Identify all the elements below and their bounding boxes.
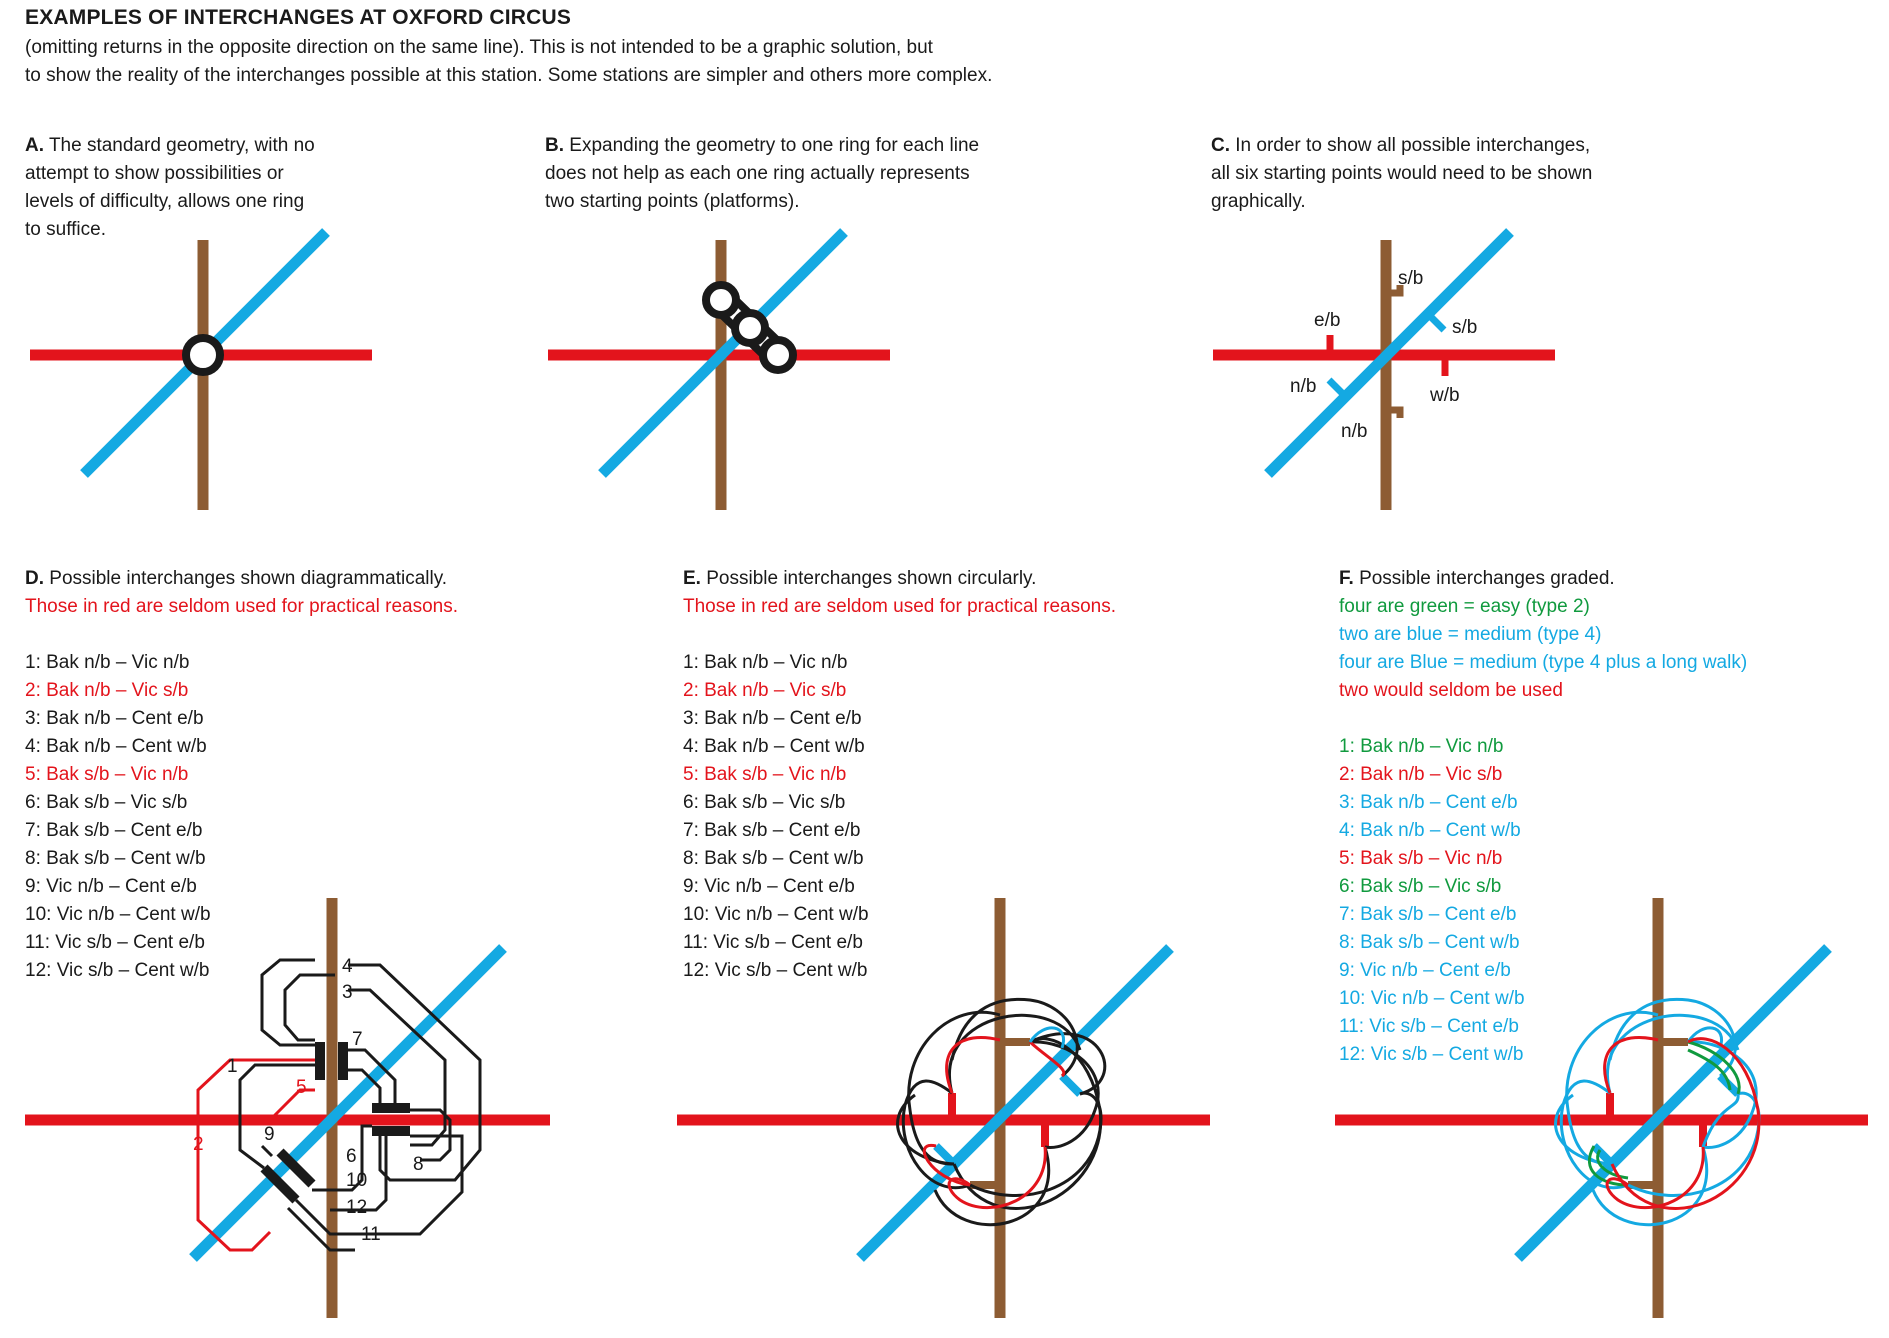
diagram-e — [677, 898, 1210, 1318]
victoria-sb-stub — [1062, 1076, 1080, 1094]
interchange-item: 1: Bak n/b – Vic n/b — [1339, 736, 1504, 757]
interchange-item: 8: Bak s/b – Cent w/b — [25, 848, 206, 869]
interchange-item: 3: Bak n/b – Cent e/b — [25, 708, 204, 729]
panel-c-line-1: In order to show all possible interchanges, — [1235, 135, 1591, 156]
interchange-item: 7: Bak s/b – Cent e/b — [25, 820, 203, 841]
interchange-item: 6: Bak s/b – Vic s/b — [1339, 876, 1502, 897]
interchange-item: 4: Bak n/b – Cent w/b — [683, 736, 865, 757]
diagram-f — [1335, 898, 1868, 1318]
route-label-1: 1 — [227, 1056, 238, 1077]
intro-line-2: to show the reality of the interchanges possible at this station. Some stations are simpler and others more complex. — [25, 65, 993, 86]
panel-a-line-1: The standard geometry, with no — [48, 135, 315, 156]
diagram-c — [1213, 232, 1555, 510]
panel-d-line-1: Possible interchanges shown diagrammatically. — [49, 568, 448, 589]
route-label-3: 3 — [342, 982, 353, 1003]
interchange-item: 2: Bak n/b – Vic s/b — [1339, 764, 1503, 785]
panel-f-grade-easy: four are green = easy (type 2) — [1339, 596, 1590, 617]
interchange-item: 8: Bak s/b – Cent w/b — [1339, 932, 1520, 953]
interchange-item: 10: Vic n/b – Cent w/b — [1339, 988, 1525, 1009]
interchange-item: 8: Bak s/b – Cent w/b — [683, 848, 864, 869]
panel-a-line-4: to suffice. — [25, 219, 106, 240]
route-label-4: 4 — [342, 956, 353, 977]
panel-a-line-2: attempt to show possibilities or — [25, 163, 284, 184]
panel-c-letter: C. — [1211, 135, 1230, 156]
route-label-5: 5 — [296, 1077, 307, 1098]
panel-d-line-2: Those in red are seldom used for practical reasons. — [25, 596, 458, 617]
interchange-item: 12: Vic s/b – Cent w/b — [25, 960, 210, 981]
bakerloo-sb-platform — [315, 1042, 325, 1080]
panel-e-line-2: Those in red are seldom used for practical reasons. — [683, 596, 1116, 617]
interchange-item: 4: Bak n/b – Cent w/b — [1339, 820, 1521, 841]
panel-a-letter: A. — [25, 135, 44, 156]
route-label-8: 8 — [413, 1154, 424, 1175]
interchange-item: 9: Vic n/b – Cent e/b — [683, 876, 855, 897]
label-wb: w/b — [1430, 385, 1460, 406]
route-label-12: 12 — [346, 1197, 368, 1218]
interchange-item: 10: Vic n/b – Cent w/b — [683, 904, 869, 925]
route-label-2: 2 — [193, 1134, 204, 1155]
panel-f-grade-medium: two are blue = medium (type 4) — [1339, 624, 1602, 645]
route-5 — [272, 1090, 315, 1118]
label-nb-bottom: n/b — [1341, 421, 1368, 442]
central-ring — [763, 340, 793, 370]
label-sb-right: s/b — [1452, 317, 1478, 338]
victoria-nb-stub — [1329, 380, 1345, 396]
interchange-item: 2: Bak n/b – Vic s/b — [683, 680, 847, 701]
label-sb-top: s/b — [1398, 268, 1424, 289]
interchange-item: 4: Bak n/b – Cent w/b — [25, 736, 207, 757]
route-12 — [288, 1208, 355, 1250]
route-loop-west — [262, 960, 315, 1045]
interchange-item: 11: Vic s/b – Cent e/b — [25, 932, 205, 953]
interchange-item: 1: Bak n/b – Vic n/b — [25, 652, 190, 673]
label-nb-left: n/b — [1290, 376, 1317, 397]
interchange-item: 12: Vic s/b – Cent w/b — [683, 960, 868, 981]
panel-d-letter: D. — [25, 568, 44, 589]
interchange-item: 5: Bak s/b – Vic n/b — [1339, 848, 1503, 869]
panel-f-letter: F. — [1339, 568, 1354, 589]
panel-e-letter: E. — [683, 568, 701, 589]
interchange-item: 5: Bak s/b – Vic n/b — [25, 764, 189, 785]
diagram-a — [30, 232, 372, 510]
page-title: EXAMPLES OF INTERCHANGES AT OXFORD CIRCUS — [25, 6, 572, 29]
interchange-item: 9: Vic n/b – Cent e/b — [25, 876, 197, 897]
route-label-6: 6 — [346, 1146, 357, 1167]
interchange-item: 6: Bak s/b – Vic s/b — [683, 792, 846, 813]
interchange-item: 11: Vic s/b – Cent e/b — [1339, 1016, 1519, 1037]
central-wb-platform — [372, 1103, 410, 1113]
route-label-9: 9 — [264, 1124, 275, 1145]
victoria-ring — [735, 313, 765, 343]
interchange-item: 2: Bak n/b – Vic s/b — [25, 680, 189, 701]
panel-b-line-2: does not help as each one ring actually represents — [545, 163, 970, 184]
panel-a-line-3: levels of difficulty, allows one ring — [25, 191, 305, 212]
route-label-7: 7 — [352, 1029, 363, 1050]
interchange-item: 1: Bak n/b – Vic n/b — [683, 652, 848, 673]
route-label-11: 11 — [361, 1224, 381, 1245]
interchange-item: 10: Vic n/b – Cent w/b — [25, 904, 211, 925]
panel-c-line-3: graphically. — [1211, 191, 1306, 212]
interchange-ring — [186, 338, 220, 372]
panel-c-line-2: all six starting points would need to be shown — [1211, 163, 1593, 184]
panel-f-line-1: Possible interchanges graded. — [1359, 568, 1615, 589]
interchange-item: 7: Bak s/b – Cent e/b — [683, 820, 861, 841]
panel-f-grade-medium-long: four are Blue = medium (type 4 plus a long walk) — [1339, 652, 1748, 673]
panel-e-line-1: Possible interchanges shown circularly. — [706, 568, 1037, 589]
route-9 — [262, 1146, 272, 1156]
interchange-item: 6: Bak s/b – Vic s/b — [25, 792, 188, 813]
panel-b-letter: B. — [545, 135, 564, 156]
panel-b-line-3: two starting points (platforms). — [545, 191, 800, 212]
interchange-item: 11: Vic s/b – Cent e/b — [683, 932, 863, 953]
diagram-b — [548, 232, 890, 510]
panel-f-grade-seldom: two would seldom be used — [1339, 680, 1563, 701]
interchange-item: 3: Bak n/b – Cent e/b — [1339, 792, 1518, 813]
panel-b-line-1: Expanding the geometry to one ring for each line — [569, 135, 980, 156]
diagram-d — [25, 898, 550, 1318]
intro-line-1: (omitting returns in the opposite direction on the same line). This is not intended to be a graphic solution, but — [25, 37, 933, 58]
label-eb: e/b — [1314, 310, 1341, 331]
route-labels — [193, 956, 424, 1245]
route-label-10: 10 — [346, 1170, 368, 1191]
interchange-item: 9: Vic n/b – Cent e/b — [1339, 960, 1511, 981]
victoria-sb-stub — [1428, 314, 1444, 330]
interchange-item: 7: Bak s/b – Cent e/b — [1339, 904, 1517, 925]
interchange-item: 12: Vic s/b – Cent w/b — [1339, 1044, 1524, 1065]
interchange-item: 3: Bak n/b – Cent e/b — [683, 708, 862, 729]
interchange-item: 5: Bak s/b – Vic n/b — [683, 764, 847, 785]
bakerloo-ring — [706, 285, 736, 315]
